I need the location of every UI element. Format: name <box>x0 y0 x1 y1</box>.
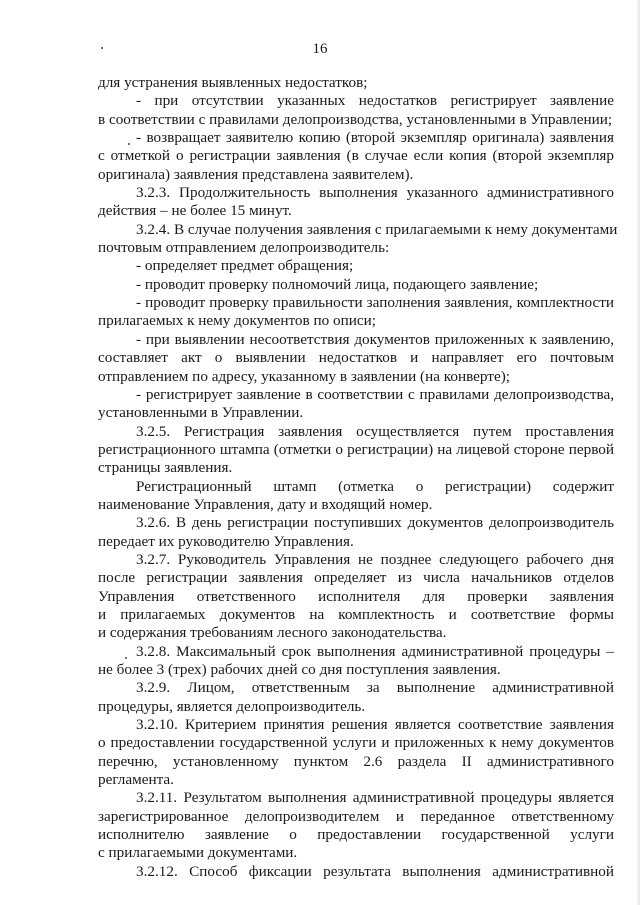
text-line: с прилагаемыми документами. <box>98 844 298 862</box>
text-line: - проводит проверку полномочий лица, подающего заявление; <box>136 275 539 293</box>
text-line: прилагаемых к нему документов по описи; <box>98 312 376 330</box>
text-line: передает их руководителю Управления. <box>98 532 354 550</box>
text-line: - проводит проверку правильности заполнения заявления, комплектности <box>136 294 614 312</box>
text-line: процедуры, является делопроизводитель. <box>98 697 366 715</box>
text-line: отправлением по адресу, указанному в заявлении (на конверте); <box>98 367 510 385</box>
text-line: для устранения выявленных недостатков; <box>98 74 368 91</box>
text-line: и прилагаемых документов на комплектность и соответствие формы <box>98 605 614 623</box>
text-line: Регистрационный штамп (отметка о регистрации) содержит <box>136 477 614 495</box>
text-line: - при отсутствии указанных недостатков регистрирует заявление <box>136 92 614 110</box>
text-line: 3.2.3. Продолжительность выполнения указанного административного <box>136 184 614 202</box>
text-line: с отметкой о регистрации заявления (в случае если копия (второй экземпляр <box>98 147 614 165</box>
text-line: не более 3 (трех) рабочих дней со дня поступления заявления. <box>98 661 501 678</box>
text-line: 3.2.11. Результатом выполнения административной процедуры является <box>136 789 614 807</box>
scan-edge-shadow <box>636 0 640 905</box>
text-line: 3.2.9. Лицом, ответственным за выполнение административной <box>136 679 614 697</box>
text-line: составляет акт о выявлении недостатков и направляет его почтовым <box>98 349 614 367</box>
text-line: в соответствии с правилами делопроизводства, установленными в Управлении; <box>98 110 613 128</box>
text-line: 3.2.7. Руководитель Управления не позднее следующего рабочего дня <box>136 550 614 568</box>
text-line: Управления ответственного исполнителя для проверки заявления <box>98 587 614 605</box>
scan-speck <box>125 657 127 659</box>
document-body <box>98 74 618 881</box>
scan-speck <box>101 47 103 49</box>
text-line: почтовым отправлением делопроизводитель: <box>98 239 390 257</box>
text-line: регистрационного штампа (отметки о регистрации) на лицевой стороне первой <box>98 440 614 458</box>
text-line: установленными в Управлении. <box>98 404 304 422</box>
text-line: - определяет предмет обращения; <box>136 257 354 275</box>
text-line: 3.2.4. В случае получения заявления с прилагаемыми к нему документами <box>136 220 618 238</box>
text-line: 3.2.6. В день регистрации поступивших документов делопроизводитель <box>136 514 614 532</box>
text-line: исполнителю заявление о предоставлении государственной услуги <box>98 826 614 844</box>
text-line: действия – не более 15 минут. <box>98 202 292 220</box>
text-line: регламента. <box>98 771 174 789</box>
text-line: - при выявлении несоответствия документов приложенных к заявлению, <box>136 330 614 348</box>
text-line: 3.2.10. Критерием принятия решения является соответствие заявления <box>136 716 614 734</box>
scan-speck <box>128 143 130 145</box>
text-line: - регистрирует заявление в соответствии с правилами делопроизводства, <box>136 385 614 403</box>
text-line: и содержания требованиям лесного законодательства. <box>98 624 447 642</box>
text-line: зарегистрированное делопроизводителем и переданное ответственному <box>98 807 614 825</box>
text-line: 3.2.12. Способ фиксации результата выполнения административной <box>136 862 614 880</box>
text-line: оригинала) заявления представлена заявителем). <box>98 165 414 183</box>
text-line: страницы заявления. <box>98 459 233 477</box>
text-line: 3.2.5. Регистрация заявления осуществляется путем проставления <box>136 422 614 440</box>
text-line: перечню, установленному пунктом 2.6 раздела II административного <box>98 752 614 770</box>
text-line: наименование Управления, дату и входящий номер. <box>98 495 433 513</box>
text-line: о предоставлении государственной услуги и приложенных к нему документов <box>98 734 614 752</box>
text-line: после регистрации заявления определяет из числа начальников отделов <box>98 569 614 587</box>
text-line: 3.2.8. Максимальный срок выполнения административной процедуры – <box>136 642 614 660</box>
text-line: - возвращает заявителю копию (второй экземпляр оригинала) заявления <box>136 129 614 147</box>
page-number: 16 <box>312 41 328 57</box>
